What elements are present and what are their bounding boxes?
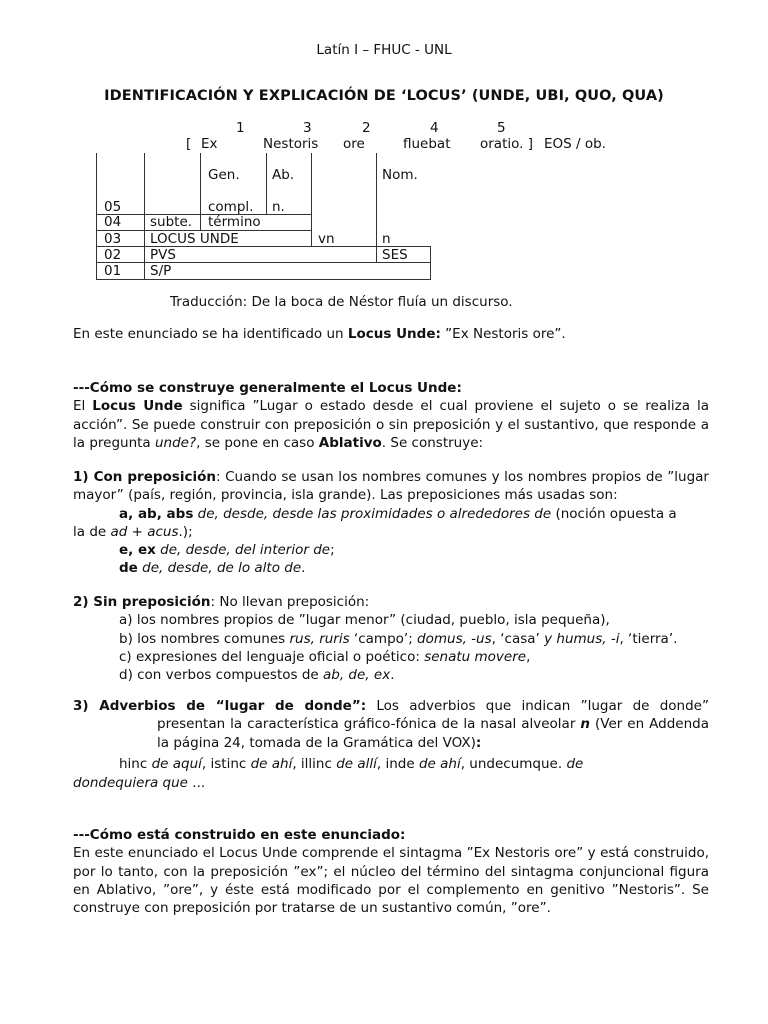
- with-preposition-heading: 1) Con preposición: [73, 469, 216, 485]
- word-ore: ore: [343, 136, 365, 152]
- row-02: 02: [104, 247, 122, 263]
- text: , ‘casa’: [491, 630, 545, 647]
- adverb: , istinc: [201, 756, 251, 772]
- text: d) con verbos compuestos de: [119, 667, 323, 684]
- row-01: 01: [104, 263, 122, 279]
- text: . Se construye:: [381, 434, 484, 451]
- noprep-item-b: [73, 630, 709, 648]
- text: (noción opuesta a: [551, 505, 677, 522]
- adverb: , inde: [376, 756, 419, 772]
- meaning: de: [566, 756, 584, 772]
- eos-ob: EOS / ob.: [544, 136, 606, 152]
- page-header: Latín I – FHUC - UNL: [316, 42, 452, 58]
- row-05: 05: [104, 199, 122, 215]
- prep-line-e: [73, 541, 709, 559]
- meaning: dondequiera que: [73, 775, 188, 791]
- word-ex: Ex: [201, 136, 218, 152]
- intro-pre: En este enunciado se ha identificado un: [73, 326, 348, 342]
- term: ad + acus: [110, 523, 179, 540]
- section-without-preposition: [73, 593, 709, 684]
- text: la de: [73, 523, 111, 540]
- text: :: [475, 734, 482, 751]
- num-5: 5: [497, 120, 506, 136]
- adverb-examples: [73, 755, 709, 793]
- term: ab, de, ex: [323, 667, 391, 684]
- num-4: 4: [430, 120, 439, 136]
- meaning: de allí: [336, 756, 377, 772]
- adverb: , illinc: [292, 756, 337, 772]
- row-04: 04: [104, 214, 122, 230]
- with-preposition-text: : Cuando se usan los nombres comunes y los nombres propios de ”lugar mayor” (país, región, provincia, isla grande). Las preposiciones más usadas son:: [73, 469, 709, 504]
- noprep-item-a: a) los nombres propios de ”lugar menor” (ciudad, pueblo, isla pequeña),: [119, 612, 610, 629]
- document-title: IDENTIFICACIÓN Y EXPLICACIÓN DE ‘LOCUS’ (UNDE, UBI, QUO, QUA): [104, 88, 664, 104]
- label-n: n: [382, 231, 391, 247]
- adverb: hinc: [119, 756, 152, 772]
- word-fluebat: fluebat: [403, 136, 451, 152]
- num-3: 3: [303, 120, 312, 136]
- word-nestoris: Nestoris: [263, 136, 319, 152]
- text: ‘campo’;: [349, 630, 418, 647]
- this-sentence-text: En este enunciado el Locus Unde comprende el sintagma ”Ex Nestoris ore” y está construido, por lo tanto, con la preposición ”ex”; el núcleo del término del sintagma conjuncional figura en Ablativo, ”ore”, y éste está modificado por el complemento en genitivo ”Nestoris”. Se construye con preposición por tratarse de un sustantivo común, ”ore”.: [73, 845, 709, 917]
- text: , se pone en caso: [196, 434, 319, 451]
- adverbs-heading: 3) Adverbios de “lugar de donde”:: [73, 698, 367, 714]
- text: ;: [330, 542, 335, 559]
- translation: Traducción: De la boca de Néstor fluía un discurso.: [170, 294, 513, 310]
- noprep-item-d: [73, 666, 709, 684]
- meaning: de ahí: [418, 756, 461, 772]
- meaning: de, desde, de lo alto de: [137, 560, 302, 577]
- noprep-item-c: [73, 648, 709, 666]
- label-locus-unde: LOCUS UNDE: [150, 231, 239, 247]
- label-n-abbr: n.: [272, 199, 285, 215]
- label-vn: vn: [318, 231, 335, 247]
- text: ...: [188, 775, 206, 791]
- term: y humus, -i: [544, 630, 620, 647]
- term: Locus Unde: [92, 398, 183, 415]
- term: unde?: [154, 434, 197, 451]
- prep-line-de: [73, 559, 709, 577]
- text: El: [73, 398, 93, 415]
- open-bracket: [: [186, 136, 192, 152]
- label-compl: compl.: [208, 199, 254, 215]
- adverb: , undecumque.: [460, 756, 567, 772]
- meaning: de aquí: [151, 756, 202, 772]
- text: significa ”Lugar o estado desde el cual proviene el sujeto o se realiza la acción”. Se puede construir con preposición o sin preposición y el sustantivo, que responde a la pregunta: [73, 398, 709, 451]
- prep: a, ab, abs: [119, 505, 194, 522]
- intro-term: Locus Unde:: [347, 326, 441, 342]
- meaning: de, desde, del interior de: [155, 542, 331, 559]
- label-subte: subte.: [150, 214, 193, 230]
- section-with-preposition: [73, 468, 709, 578]
- num-1: 1: [236, 120, 245, 136]
- this-sentence-heading: ---Cómo está construido en este enunciado:: [73, 827, 406, 843]
- prep: de: [119, 560, 138, 577]
- section-this-sentence: [73, 826, 709, 917]
- section-adverbs: [73, 697, 709, 752]
- prep: e, ex: [119, 542, 156, 559]
- num-2: 2: [362, 120, 371, 136]
- label-ses: SES: [382, 247, 408, 263]
- text: .: [390, 667, 395, 684]
- intro-post: ”Ex Nestoris ore”.: [440, 326, 566, 342]
- row-03: 03: [104, 231, 122, 247]
- term: senatu movere: [424, 648, 527, 665]
- label-sp: S/P: [150, 263, 172, 279]
- text: .: [301, 560, 306, 577]
- text: (Ver en Addenda la página 24, tomada de la Gramática del VOX): [157, 716, 710, 751]
- label-gen: Gen.: [208, 167, 240, 183]
- nasal-letter: n: [580, 716, 591, 733]
- without-preposition-heading: 2) Sin preposición: [73, 594, 211, 610]
- meaning: de ahí: [250, 756, 293, 772]
- label-pvs: PVS: [150, 247, 176, 263]
- intro-paragraph: [73, 325, 709, 343]
- label-ab: Ab.: [272, 167, 295, 183]
- section-general: [73, 379, 709, 452]
- text: .);: [178, 523, 193, 540]
- text: Los adverbios que indican ”lugar de donde” presentan la característica gráfico-fónica de la nasal alveolar: [157, 698, 709, 733]
- text: ,: [526, 648, 531, 665]
- label-termino: término: [208, 214, 261, 230]
- text: b) los nombres comunes: [119, 630, 290, 647]
- term: Ablativo: [318, 434, 382, 451]
- prep-line-a: [73, 505, 709, 523]
- label-nom: Nom.: [382, 167, 418, 183]
- without-preposition-text: : No llevan preposición:: [210, 594, 370, 610]
- word-oratio: oratio. ]: [480, 136, 533, 152]
- text: , ‘tierra’.: [619, 630, 678, 647]
- section-general-heading: ---Cómo se construye generalmente el Locus Unde:: [73, 380, 462, 396]
- text: c) expresiones del lenguaje oficial o poético:: [119, 648, 425, 665]
- term: domus, -us: [417, 630, 492, 647]
- prep-line-a-cont: [73, 523, 709, 541]
- meaning: de, desde, desde las proximidades o alrededores de: [193, 505, 552, 522]
- term: rus, ruris: [289, 630, 350, 647]
